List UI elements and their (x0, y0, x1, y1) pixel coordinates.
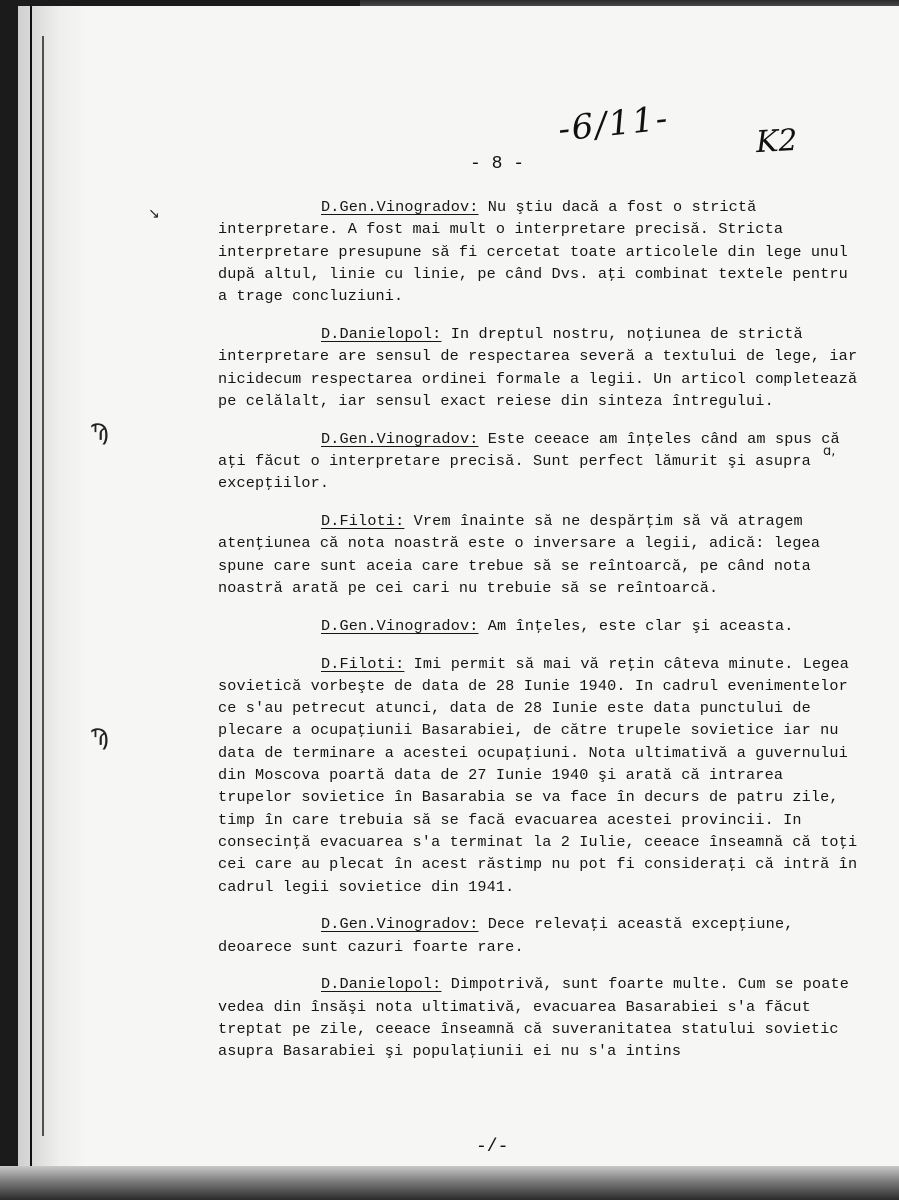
speaker-label: D.Filoti: (321, 512, 405, 531)
paragraph-text: Am înţeles, este clar şi aceasta. (478, 616, 794, 635)
document-page (18, 6, 899, 1170)
speaker-label: D.Filoti: (321, 654, 405, 673)
margin-speck-right: ɑ, (823, 444, 836, 459)
handwritten-folio-mark: K2 (755, 122, 799, 161)
paragraph-text: Vrem înainte să ne despărţim să vă atragem atenţiunea că nota noastră este o inversare a legii, adică: legea spune care sunt aceia care trebue să se reîntoarcă, pe când nota noastră arată pe cei cari nu trebuie să se reîntoarcă. (218, 512, 821, 597)
margin-speck: ↘ (148, 206, 160, 222)
paragraph-text: Este ceeace am înţeles când am spus că aţi făcut o interpretare precisă. Sunt perfect lămurit şi asupra excepţiilor. (218, 429, 840, 493)
speaker-label: D.Gen.Vinogradov: (321, 616, 479, 635)
paragraph-3 (218, 428, 858, 495)
transcript-body (218, 196, 858, 1078)
binding-edge-line-inner (42, 36, 44, 1136)
speaker-label: D.Gen.Vinogradov: (321, 429, 479, 448)
paragraph-1 (218, 196, 858, 307)
continuation-mark: -/- (476, 1137, 509, 1157)
paragraph-2 (218, 323, 858, 412)
paragraph-text: In dreptul nostru, noţiunea de strictă interpretare are sensul de respectarea severă a textului de lege, iar nicidecum respectarea ordinei formale a legii. Un articol completează pe celălalt, iar sensul exact reiese din sinteza întregului. (218, 324, 858, 410)
handwritten-page-reference: -6/11- (556, 98, 672, 150)
paragraph-text: Dimpotrivă, sunt foarte multe. Cum se poate vedea din însăşi nota ultimativă, evacuarea Basarabiei s'a făcut treptat pe zile, ceeace înseamnă că suveranitatea statului sovietic asupra Basarabiei şi populaţiunii ei nu s'a intins (218, 975, 850, 1061)
margin-hole-mark-2: Ϡ (90, 726, 110, 751)
speaker-label: D.Gen.Vinogradov: (321, 198, 479, 216)
paragraph-text: Nu ştiu dacă a fost o strictă interpretare. A fost mai mult o interpretare precisă. Stricta interpretare presupune să fi cercetat toate articolele din lege unul după altul, linie cu linie, pe când Dvs. aţi combinat textele pentru a trage concluziuni. (218, 198, 848, 306)
speaker-label: D.Gen.Vinogradov: (321, 915, 479, 934)
paragraph-text: Imi permit să mai vă reţin câteva minute. Legea sovietică vorbeşte de data de 28 Iunie 1940. In cadrul evenimentelor ce s'au petrecut atunci, data de 28 Iunie este data punctului de plecare a ocupaţiunii Basarabiei, de către trupele sovietice iar nu data de terminare a acestei ocupaţiuni. Nota ultimativă a guvernului din Moscova poartă data de 27 Iunie 1940 şi arată că intrarea trupelor sovietice în Basarabia se va face în decurs de patru zile, timp în care trebuia să se facă evacuarea acestei provincii. In consecinţă evacuarea s'a terminat la 2 Iulie, ceeace înseamnă că toţi cei care au plecat în acest răstimp nu pot fi consideraţi că intră în cadrul legii sovietice din 1941. (218, 654, 858, 896)
paragraph-8 (218, 973, 858, 1062)
paragraph-7 (218, 913, 858, 958)
paragraph-text: Dece relevaţi această excepţiune, deoarece sunt cazuri foarte rare. (218, 915, 794, 956)
speaker-label: D.Danielopol: (321, 324, 442, 343)
page-number: - 8 - (470, 154, 525, 174)
paragraph-6 (218, 653, 858, 898)
paragraph-4 (218, 510, 858, 599)
speaker-label: D.Danielopol: (321, 975, 442, 994)
binding-edge-line (30, 6, 32, 1170)
margin-hole-mark: Ϡ (90, 421, 110, 446)
paragraph-5 (218, 615, 858, 637)
scan-bottom-edge (0, 1166, 899, 1200)
